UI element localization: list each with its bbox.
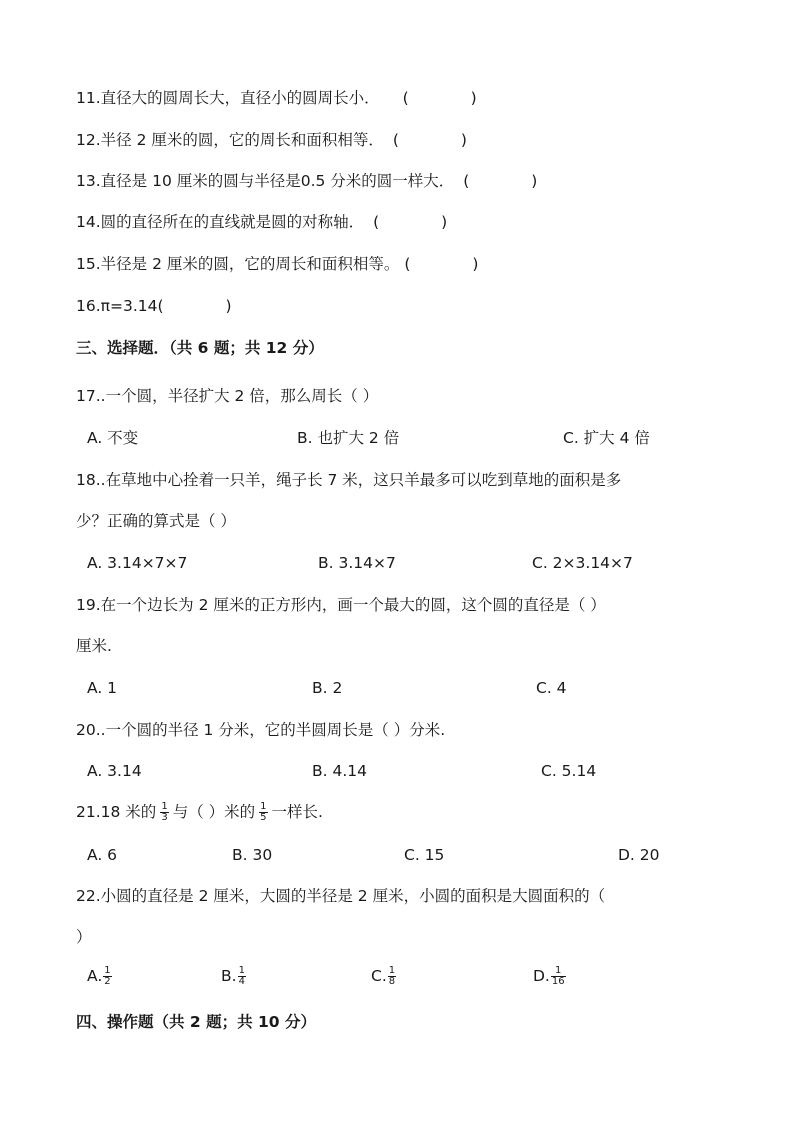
fraction-numerator: 1 — [388, 965, 396, 976]
section-heading-operation: 四、操作题（共 2 题；共 10 分） — [76, 1013, 316, 1031]
fraction-numerator: 1 — [260, 801, 267, 812]
option-21-a[interactable]: A. 6 — [87, 846, 118, 864]
fraction — [238, 966, 246, 987]
question-text: 14.圆的直径所在的直线就是圆的对称轴． — [76, 213, 365, 231]
option-letter: A. — [87, 967, 103, 985]
option-22-a[interactable] — [87, 966, 116, 987]
option-19-c[interactable]: C. 4 — [536, 679, 567, 697]
question-21 — [76, 802, 323, 823]
option-17-c[interactable]: C. 扩大 4 倍 — [563, 429, 650, 447]
question-19-line2: 厘米. — [76, 637, 112, 655]
question-16 — [76, 296, 232, 316]
question-15 — [76, 254, 478, 274]
question-20: 20..一个圆的半径 1 分米，它的半圆周长是（ ）分米. — [76, 721, 446, 739]
fraction-numerator: 1 — [551, 966, 566, 977]
option-17-a[interactable]: A. 不变 — [87, 429, 139, 447]
question-17: 17..一个圆，半径扩大 2 倍，那么周长（ ） — [76, 387, 379, 405]
answer-blank[interactable]: ( ) — [402, 89, 477, 107]
question-text: 16.π=3.14 — [76, 297, 158, 315]
question-text: 13.直径是 10 厘米的圆与半径是0.5 分米的圆一样大． — [76, 172, 455, 190]
question-text: 一样长. — [271, 803, 323, 821]
answer-blank[interactable]: ( ) — [463, 172, 538, 190]
fraction-denominator: 8 — [388, 976, 396, 987]
option-17-b[interactable]: B. 也扩大 2 倍 — [297, 429, 400, 447]
answer-blank[interactable]: ( ) — [373, 213, 448, 231]
option-22-d[interactable] — [533, 966, 570, 987]
question-14 — [76, 212, 447, 232]
question-22-line2: ） — [76, 928, 92, 946]
option-letter: B. — [221, 967, 237, 985]
option-21-d[interactable]: D. 20 — [618, 846, 660, 864]
answer-blank[interactable]: ( ) — [392, 131, 467, 149]
fraction — [160, 802, 168, 823]
option-21-c[interactable]: C. 15 — [404, 846, 445, 864]
question-19-line1: 19.在一个边长为 2 厘米的正方形内，画一个最大的圆，这个圆的直径是（ ） — [76, 596, 606, 614]
fraction-numerator: 1 — [238, 965, 245, 976]
question-11 — [76, 88, 477, 108]
fraction-denominator: 4 — [238, 976, 245, 987]
option-18-b[interactable]: B. 3.14×7 — [318, 554, 396, 572]
question-text: 11.直径大的圆周长大，直径小的圆周长小． — [76, 89, 380, 107]
option-20-c[interactable]: C. 5.14 — [541, 762, 597, 780]
question-text: 与（ ）米的 — [172, 803, 256, 821]
option-20-a[interactable]: A. 3.14 — [87, 762, 142, 780]
question-12 — [76, 130, 467, 150]
option-22-b[interactable] — [221, 966, 250, 987]
question-22-line1: 22.小圆的直径是 2 厘米，大圆的半径是 2 厘米，小圆的面积是大圆面积的（ — [76, 887, 606, 905]
question-text: 15.半径是 2 厘米的圆，它的周长和面积相等。 — [76, 255, 400, 273]
fraction-denominator: 5 — [260, 812, 267, 823]
question-18-line2: 少？正确的算式是（ ） — [76, 512, 236, 530]
option-19-b[interactable]: B. 2 — [312, 679, 343, 697]
question-13 — [76, 171, 537, 191]
fraction — [388, 966, 396, 987]
option-19-a[interactable]: A. 1 — [87, 679, 118, 697]
fraction-numerator: 1 — [104, 965, 111, 976]
option-20-b[interactable]: B. 4.14 — [312, 762, 367, 780]
section-heading-choice: 三、选择题．（共 6 题；共 12 分） — [76, 339, 324, 357]
fraction-denominator: 16 — [551, 976, 565, 987]
question-18-line1: 18..在草地中心拴着一只羊，绳子长 7 米，这只羊最多可以吃到草地的面积是多 — [76, 471, 622, 489]
fraction — [103, 966, 111, 987]
fraction-denominator: 2 — [104, 976, 111, 987]
option-22-c[interactable] — [371, 966, 400, 987]
fraction — [259, 802, 267, 823]
fraction-numerator: 1 — [161, 801, 168, 812]
question-text: 21.18 米的 — [76, 803, 157, 821]
option-21-b[interactable]: B. 30 — [232, 846, 273, 864]
fraction — [551, 966, 566, 987]
answer-blank[interactable]: ( ) — [404, 255, 479, 273]
fraction-denominator: 3 — [161, 812, 168, 823]
option-letter: D. — [533, 967, 550, 985]
answer-blank[interactable]: ( ) — [157, 297, 232, 315]
option-18-c[interactable]: C. 2×3.14×7 — [532, 554, 633, 572]
question-text: 12.半径 2 厘米的圆，它的周长和面积相等． — [76, 131, 384, 149]
option-letter: C. — [371, 967, 387, 985]
option-18-a[interactable]: A. 3.14×7×7 — [87, 554, 188, 572]
